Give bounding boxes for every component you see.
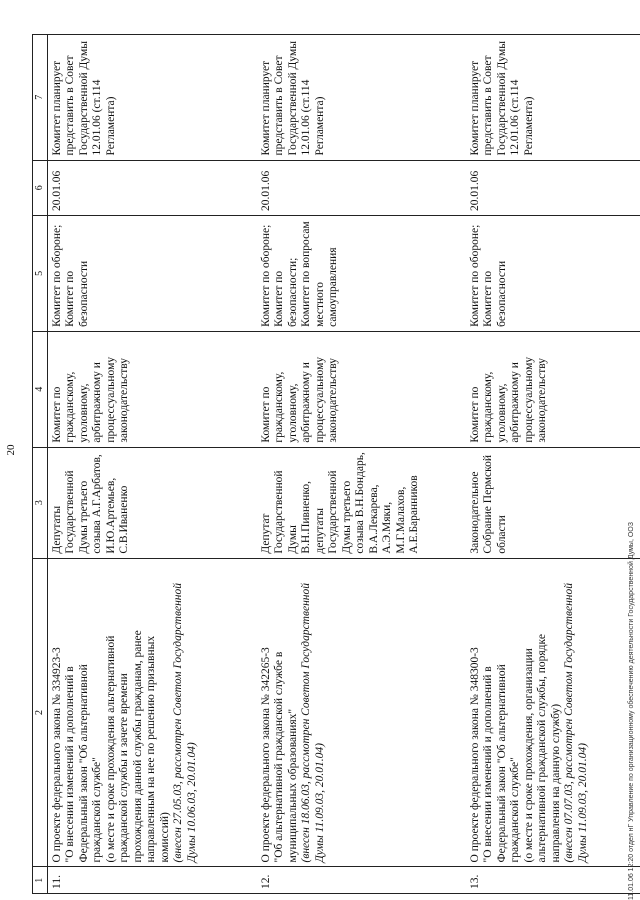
bill-author: Законодательное Собрание Пермской области (466, 447, 640, 558)
column-number: 7 (33, 35, 48, 161)
bill-note: (внесен 18.06.03, рассмотрен Советом Государственной Думы 11.09.03, 20.01.04) (300, 583, 326, 863)
deadline-date: 20.01.06 (466, 160, 640, 215)
bill-title-line: "О внесении изменений и дополнений в (482, 666, 494, 863)
co-committees: Комитет по обороне; Комитет по безопасности (466, 216, 640, 332)
deadline-date: 20.01.06 (257, 160, 466, 215)
bill-title-line: гражданской службе" (91, 757, 103, 863)
plan-note: Комитет планирует представить в Совет Государственной Думы 12.01.06 (ст.114 Регламента) (47, 35, 257, 161)
bill-title-line: (о месте и сроке прохождения альтернативной (104, 635, 117, 863)
deadline-date: 20.01.06 (47, 160, 257, 215)
bill-title-line: "Об альтернативной гражданской службе в (273, 651, 285, 863)
bills-table (32, 34, 640, 894)
bill-author: Депутаты Государственной Думы третьего созыва А.Г.Арбатов, И.Ю.Артемьев, С.В.Иваненко (47, 447, 257, 558)
row-number: 13. (466, 867, 640, 894)
plan-note: Комитет планирует представить в Совет Государственной Думы 12.01.06 (ст.114 Регламента) (257, 35, 466, 161)
column-number: 1 (33, 867, 48, 894)
bill-description (47, 558, 257, 867)
bill-title-line: Федеральный закон "Об альтернативной (77, 664, 90, 863)
table-row (466, 35, 640, 894)
bill-title-line: муниципальных образованиях" (286, 708, 299, 863)
bill-title-line: "О внесении изменений и дополнений в (64, 666, 76, 863)
bill-title-line: комиссий) (158, 812, 171, 863)
bill-title-line: О проекте федерального закона № 342265-3 (259, 647, 272, 863)
bill-title-line: (о месте и сроке прохождения, организации (522, 648, 535, 863)
page-footer: 11.01.06 12:20 отдел нГ Управление по организационному обеспечению деятельности Государственной Думы, ООЗ (628, 522, 635, 900)
bill-title-line: гражданской службы и зачете времени (118, 673, 130, 863)
bill-description (257, 558, 466, 867)
bill-title-line: гражданской службе" (509, 757, 521, 863)
column-number: 4 (33, 331, 48, 447)
table-row (257, 35, 466, 894)
row-number: 12. (257, 867, 466, 894)
responsible-committee: Комитет по гражданскому, уголовному, арбитражному и процессуальному законодательству (466, 331, 640, 447)
bill-note: (внесен 27.05.03, рассмотрен Советом Государственной Думы 10.06.03, 20.01.04) (172, 583, 198, 863)
bill-title-line: направленным на нее по решению призывных (145, 635, 157, 863)
bill-author: Депутат Государственной Думы В.Н.Пивненко, депутаты Государственной Думы третьего созыва В.Н.Бондарь, В.А.Лекарева, А.Э.Мяки, М.Г.Малахов, А.Е.Баранников (257, 447, 466, 558)
bill-title-line: Федеральный закон "Об альтернативной (495, 664, 508, 863)
responsible-committee: Комитет по гражданскому, уголовному, арбитражному и процессуальному законодательству (47, 331, 257, 447)
column-number: 6 (33, 160, 48, 215)
column-number: 2 (33, 558, 48, 867)
bill-description (466, 558, 640, 867)
responsible-committee: Комитет по гражданскому, уголовному, арбитражному и процессуальному законодательству (257, 331, 466, 447)
table-row (47, 35, 257, 894)
bill-title-line: прохождения данной службы гражданам, ранее (131, 630, 144, 863)
bill-title-line: альтернативной гражданской службы, порядке (536, 634, 548, 863)
co-committees: Комитет по обороне; Комитет по безопасности; Комитет по вопросам местного самоуправления (257, 216, 466, 332)
column-number: 5 (33, 216, 48, 332)
column-number-row (33, 35, 48, 894)
bill-title-line: О проекте федерального закона № 334923-3 (50, 647, 63, 863)
row-number: 11. (47, 867, 257, 894)
plan-note: Комитет планирует представить в Совет Государственной Думы 12.01.06 (ст.114 Регламента) (466, 35, 640, 161)
bill-title-line: О проекте федерального закона № 348300-3 (468, 647, 481, 863)
bill-title-line: направления на данную службу) (549, 703, 562, 863)
co-committees: Комитет по обороне; Комитет по безопасности (47, 216, 257, 332)
page-number: 20 (5, 444, 17, 456)
column-number: 3 (33, 447, 48, 558)
bill-note: (внесен 07.07.03, рассмотрен Советом Государственной Думы 11.09.03, 20.01.04) (563, 583, 589, 863)
